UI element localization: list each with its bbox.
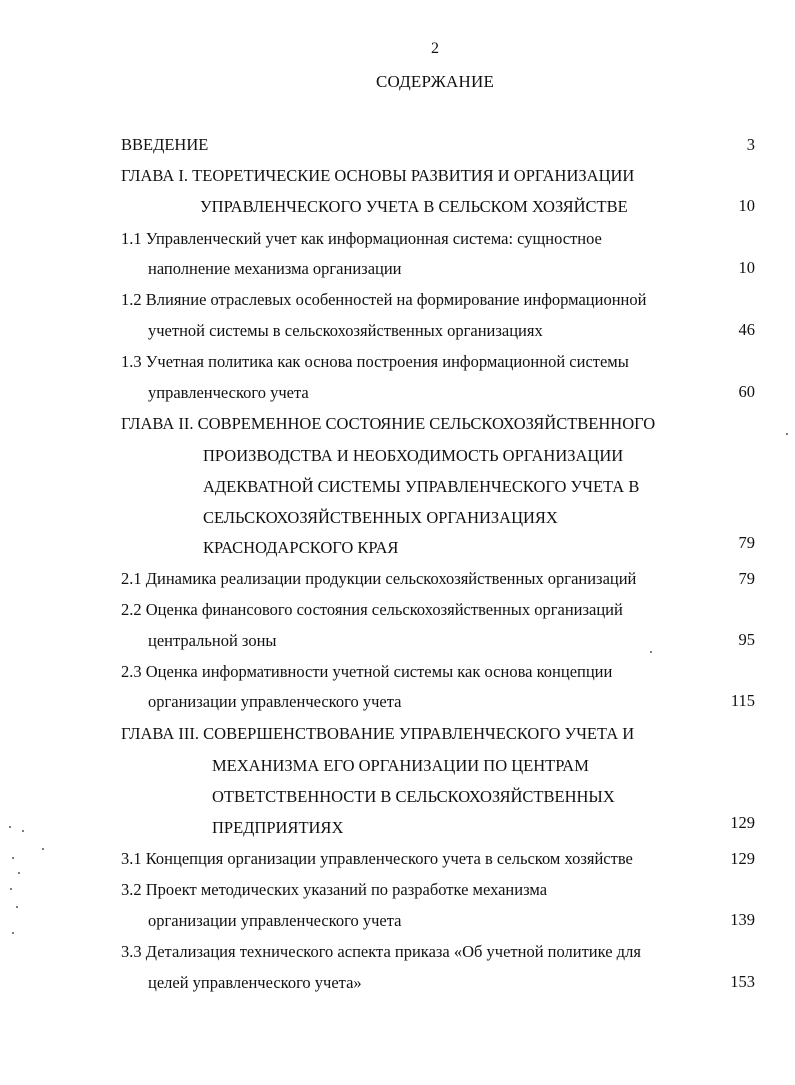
toc-entry-line: наполнение механизма организации xyxy=(148,259,402,278)
toc-entry-line: МЕХАНИЗМА ЕГО ОРГАНИЗАЦИИ ПО ЦЕНТРАМ xyxy=(212,756,589,775)
toc-entry-line: 1.2 Влияние отраслевых особенностей на формирование информационной xyxy=(121,290,647,309)
toc-entry-line: управленческого учета xyxy=(148,383,309,402)
toc-entry-line: 3.3 Детализация технического аспекта приказа «Об учетной политике для xyxy=(121,942,641,961)
toc-page-number: 3 xyxy=(746,135,755,154)
page-title: СОДЕРЖАНИЕ xyxy=(375,72,495,91)
toc-entry-line: организации управленческого учета xyxy=(148,692,402,711)
toc-entry-line: центральной зоны xyxy=(148,631,277,650)
toc-page-number: 10 xyxy=(738,258,755,277)
toc-entry-line: ПРОИЗВОДСТВА И НЕОБХОДИМОСТЬ ОРГАНИЗАЦИИ xyxy=(203,446,624,465)
toc-entry-line: организации управленческого учета xyxy=(148,911,402,930)
toc-entry-line: целей управленческого учета» xyxy=(148,973,362,992)
toc-page-number: 115 xyxy=(730,691,755,710)
toc-entry-line: АДЕКВАТНОЙ СИСТЕМЫ УПРАВЛЕНЧЕСКОГО УЧЕТА В xyxy=(203,477,640,496)
toc-entry-line: ГЛАВА II. СОВРЕМЕННОЕ СОСТОЯНИЕ СЕЛЬСКОХОЗЯЙСТВЕННОГО xyxy=(121,414,656,433)
toc-page-number: 79 xyxy=(738,569,755,588)
toc-page-number: 139 xyxy=(730,910,755,929)
toc-page-number: 153 xyxy=(730,972,755,991)
toc-entry-line: 3.2 Проект методических указаний по разработке механизма xyxy=(121,880,548,899)
toc-entry-line: учетной системы в сельскохозяйственных организациях xyxy=(148,321,543,340)
toc-page-number: 60 xyxy=(738,382,755,401)
toc-page-number: 129 xyxy=(730,849,755,868)
toc-page-number: 10 xyxy=(738,196,755,215)
page-number: 2 xyxy=(431,40,439,57)
toc-entry-line: 1.3 Учетная политика как основа построения информационной системы xyxy=(121,352,629,371)
toc-page-number: 95 xyxy=(738,630,755,649)
toc-entry-line: 1.1 Управленческий учет как информационная система: сущностное xyxy=(121,229,602,248)
toc-entry-line: ОТВЕТСТВЕННОСТИ В СЕЛЬСКОХОЗЯЙСТВЕННЫХ xyxy=(212,787,615,806)
toc-entry-line: ПРЕДПРИЯТИЯХ xyxy=(212,818,344,837)
toc-page-number: 79 xyxy=(738,533,755,552)
toc-entry-line: ВВЕДЕНИЕ xyxy=(121,135,209,154)
toc-page-number: 46 xyxy=(738,320,755,339)
toc-entry-line: СЕЛЬСКОХОЗЯЙСТВЕННЫХ ОРГАНИЗАЦИЯХ xyxy=(203,508,558,527)
toc-entry-line: 2.3 Оценка информативности учетной системы как основа концепции xyxy=(121,662,613,681)
toc-entry-line: 2.1 Динамика реализации продукции сельскохозяйственных организаций xyxy=(121,569,637,588)
toc-entry-line: 2.2 Оценка финансового состояния сельскохозяйственных организаций xyxy=(121,600,623,619)
toc-entry-line: ГЛАВА I. ТЕОРЕТИЧЕСКИЕ ОСНОВЫ РАЗВИТИЯ И ОРГАНИЗАЦИИ xyxy=(121,166,635,185)
toc-entry-line: КРАСНОДАРСКОГО КРАЯ xyxy=(203,538,399,557)
toc-entry-line: 3.1 Концепция организации управленческого учета в сельском хозяйстве xyxy=(121,849,633,868)
toc-entry-line: ГЛАВА III. СОВЕРШЕНСТВОВАНИЕ УПРАВЛЕНЧЕСКОГО УЧЕТА И xyxy=(121,724,635,743)
toc-entry-line: УПРАВЛЕНЧЕСКОГО УЧЕТА В СЕЛЬСКОМ ХОЗЯЙСТВЕ xyxy=(200,197,628,216)
toc-page-number: 129 xyxy=(730,813,755,832)
